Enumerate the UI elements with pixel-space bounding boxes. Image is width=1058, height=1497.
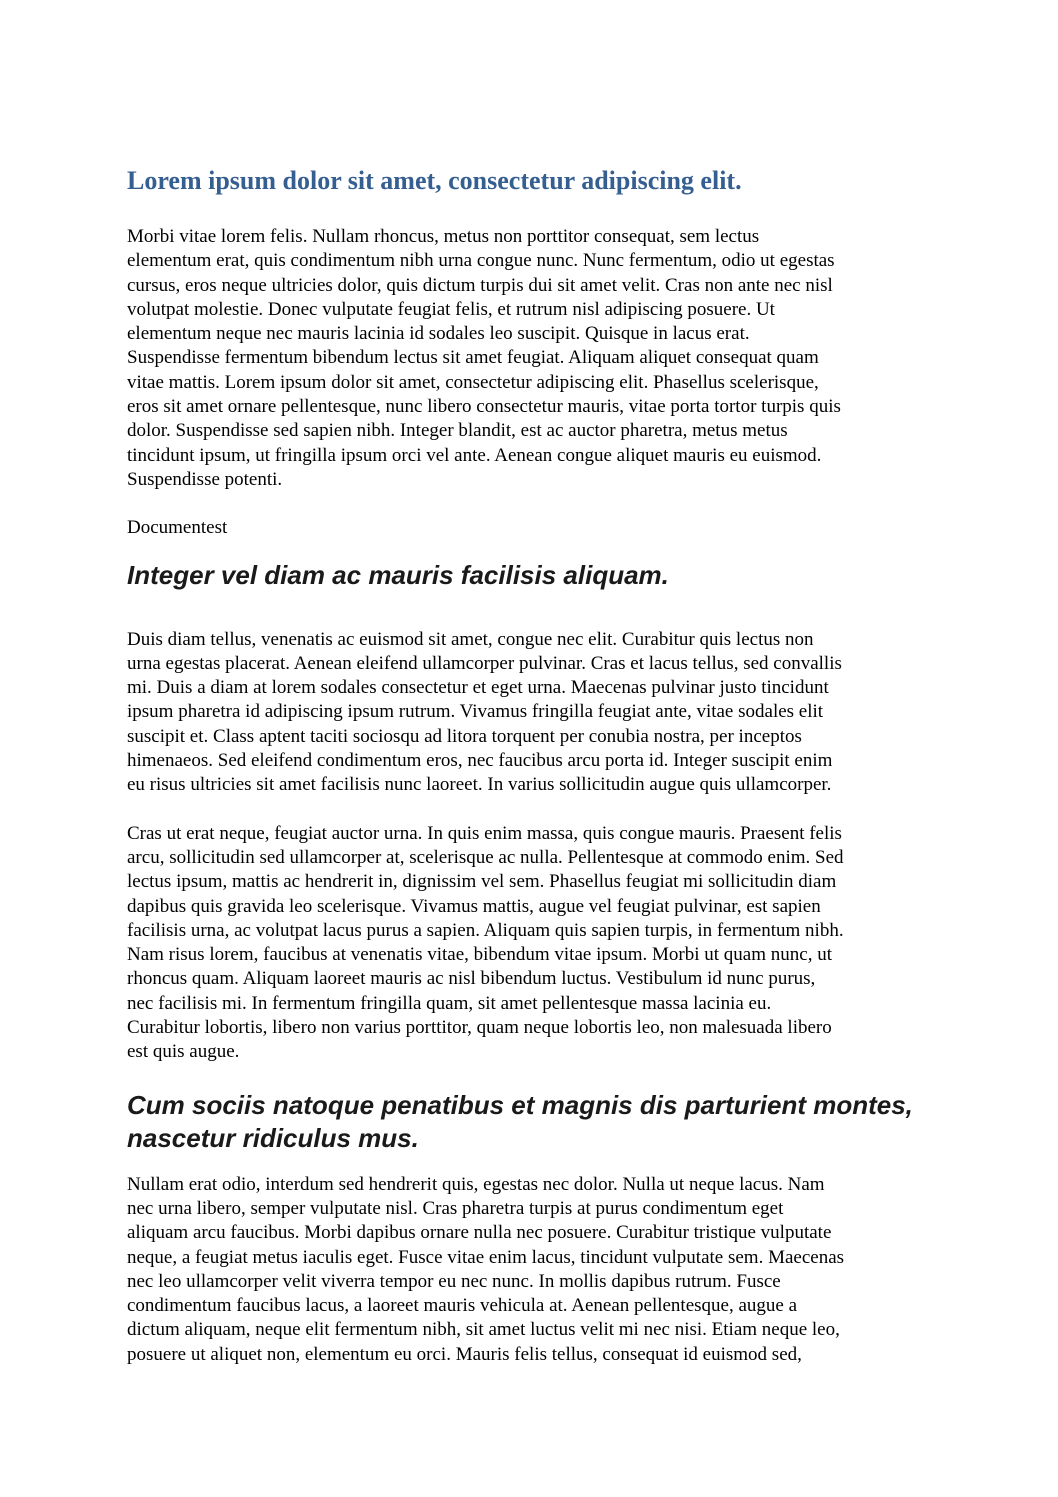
document-title: Lorem ipsum dolor sit amet, consectetur adipiscing elit. — [127, 166, 742, 195]
paragraph-cras: Cras ut erat neque, feugiat auctor urna. In quis enim massa, quis congue mauris. Praesent felis arcu, sollicitudin sed ullamcorper at, scelerisque ac nulla. Pellentesque at commodo enim. Sed lectus ipsum, mattis ac hendrerit in, dignissim vel sem. Phasellus feugiat mi sollicitudin diam dapibus quis gravida leo scelerisque. Vivamus mattis, augue vel feugiat pulvinar, est sapien facilisis urna, ac volutpat lacus purus a sapien. Aliquam quis sapien turpis, in fermentum nibh. Nam risus lorem, faucibus at venenatis vitae, bibendum vitae ipsum. Morbi ut quam nunc, ut rhoncus quam. Aliquam laoreet mauris ac nisl bibendum luctus. Vestibulum id nunc purus, nec facilisis mi. In fermentum fringilla quam, sit amet pellentesque massa lacinia eu. Curabitur lobortis, libero non varius porttitor, quam neque lobortis leo, non malesuada libero est quis augue. — [127, 822, 844, 1063]
paragraph-duis: Duis diam tellus, venenatis ac euismod sit amet, congue nec elit. Curabitur quis lectus non urna egestas placerat. Aenean eleifend ullamcorper pulvinar. Cras et lacus tellus, sed convallis mi. Duis a diam at lorem sodales consectetur et eget urna. Maecenas pulvinar justo tincidunt ipsum pharetra id adipiscing ipsum rutrum. Vivamus fringilla feugiat ante, vitae sodales elit suscipit et. Class aptent taciti sociosqu ad litora torquent per conubia nostra, per inceptos himenaeos. Sed eleifend condimentum eros, nec faucibus arcu porta id. Integer suscipit enim eu risus ultricies sit amet facilisis nunc laoreet. In varius sollicitudin augue quis ullamcorper. — [127, 628, 842, 796]
paragraph-intro: Morbi vitae lorem felis. Nullam rhoncus, metus non porttitor consequat, sem lectus elementum erat, quis condimentum nibh urna congue nunc. Nunc fermentum, odio ut egestas cursus, eros neque ultricies dolor, quis dictum turpis dui sit amet velit. Cras non ante nec nisl volutpat molestie. Donec vulputate feugiat felis, et rutrum nisl adipiscing posuere. Ut elementum neque nec mauris lacinia id sodales leo suscipit. Quisque in lacus erat. Suspendisse fermentum bibendum lectus sit amet feugiat. Aliquam aliquet consequat quam vitae mattis. Lorem ipsum dolor sit amet, consectetur adipiscing elit. Phasellus scelerisque, eros sit amet ornare pellentesque, nunc libero consectetur mauris, vitae porta tortor turpis quis dolor. Suspendisse sed sapien nibh. Integer blandit, est ac auctor pharetra, metus metus tincidunt ipsum, ut fringilla ipsum orci vel ante. Aenean congue aliquet mauris eu euismod. Suspendisse potenti. — [127, 226, 841, 490]
section-heading-integer: Integer vel diam ac mauris facilisis aliquam. — [127, 559, 669, 590]
subtitle-documentest: Documentest — [127, 517, 228, 539]
paragraph-nullam: Nullam erat odio, interdum sed hendrerit quis, egestas nec dolor. Nulla ut neque lacus. Nam nec urna libero, semper vulputate nisl. Cras pharetra turpis at purus condimentum eget aliquam arcu faucibus. Morbi dapibus ornare nulla nec posuere. Curabitur tristique vulputate neque, a feugiat metus iaculis eget. Fusce vitae enim lacus, tincidunt vulputate sem. Maecenas nec leo ullamcorper velit viverra tempor eu nec nunc. In mollis dapibus rutrum. Fusce condimentum faucibus lacus, a laoreet mauris vehicula at. Aenean pellentesque, augue a dictum aliquam, neque elit fermentum nibh, sit amet luctus velit mi nec nisi. Etiam neque leo, posuere ut aliquet non, elementum eu orci. Mauris felis tellus, consequat id euismod sed, — [127, 1173, 845, 1365]
section-heading-cum-sociis: Cum sociis natoque penatibus et magnis dis parturient montes, nascetur ridiculus mus. — [127, 1089, 913, 1153]
